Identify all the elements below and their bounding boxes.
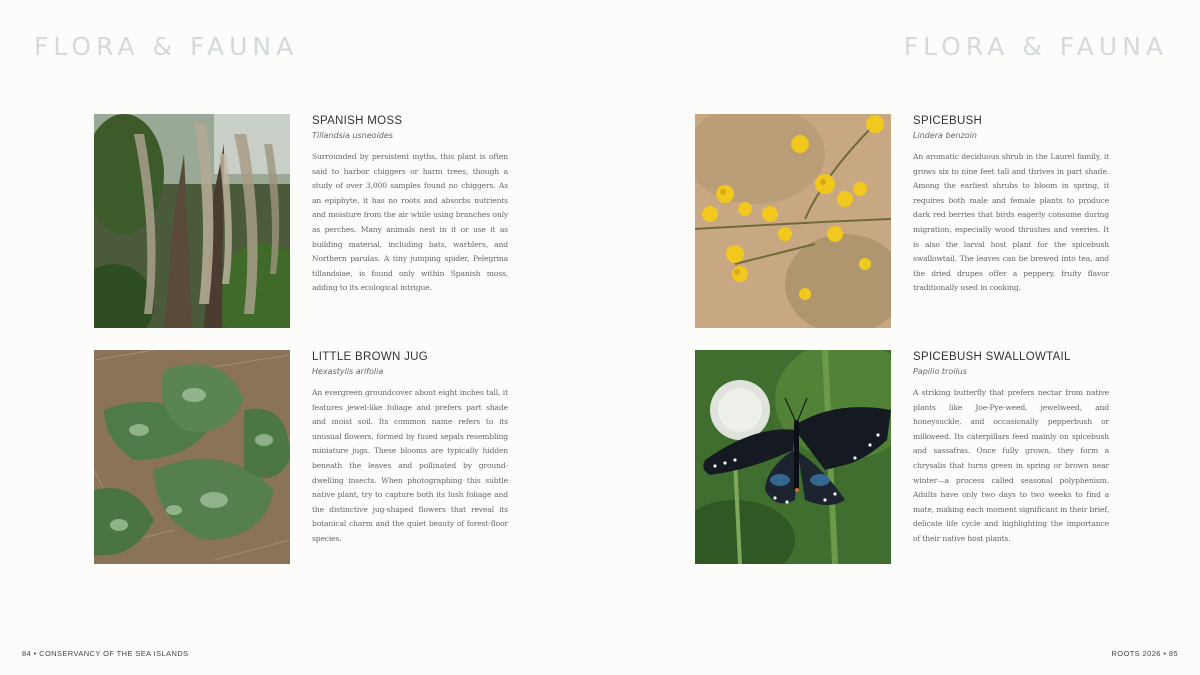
entry-title: SPANISH MOSS [312, 115, 403, 127]
spanish-moss-photo [94, 114, 290, 328]
entry-spanish-moss [94, 114, 510, 329]
entry-description: Surrounded by persistent myths, this plant is often said to harbor chiggers or harm trees, though a study of over 3,000 samples found no chiggers. As an epiphyte, it has no roots and absorbs nutrients and moisture from the air while using branches only as perches. Many animals nest in it or use it as building material, including bats, warblers, and Northern parulas. A tiny jumping spider, Pelegrina tillandsiae, is found only within Spanish moss, adding to its ecological intrigue. [312, 152, 508, 293]
little-brown-jug-photo [94, 350, 290, 564]
page-title-right: FLORA & FAUNA [903, 32, 1168, 61]
folio-left: 84 • CONSERVANCY OF THE SEA ISLANDS [22, 649, 189, 658]
entry-title: SPICEBUSH [913, 115, 983, 127]
entry-description: An evergreen groundcover about eight inches tall, it features jewel-like foliage and prefers part shade and moist soil. Its common name refers to its unusual flowers, formed by fused sepals resembling miniature jugs. These blooms are typically hidden beneath the leaves and pollinated by ground-dwelling insects. When photographing this subtle native plant, try to capture both its lush foliage and the distinctive jug-shaped flowers that reveal its botanical charm and the quiet beauty of forest-floor species. [312, 388, 508, 543]
scientific-name: Papilio troilus [913, 367, 967, 376]
page-title-left: FLORA & FAUNA [34, 32, 299, 61]
scientific-name: Tillandsia usneoides [312, 131, 393, 140]
scientific-name: Hexastylis arifolia [312, 367, 384, 376]
entry-spicebush-swallowtail [695, 350, 1111, 565]
entry-description: An aromatic deciduous shrub in the Laurel family, it grows six to nine feet tall and thrives in part shade. Among the earliest shrubs to bloom in spring, it requires both male and female plants to produce dark red berries that birds eagerly consume during migration, especially wood thrushes and veeries. It is also the larval host plant for the spicebush swallowtail. The leaves can be brewed into tea, and the dried drupes offer a peppery, fruity flavor traditionally used in cooking. [913, 152, 1109, 293]
spicebush-photo [695, 114, 891, 328]
entry-spicebush [695, 114, 1111, 329]
entry-title: SPICEBUSH SWALLOWTAIL [913, 351, 1071, 363]
entry-description: A striking butterfly that prefers nectar from native plants like Joe-Pye-weed, jewelweed, and honeysuckle, and occasionally pepperbush or milkweed. Its caterpillars feed mainly on spicebush and sassafras. Once fully grown, they form a chrysalis that turns green in spring or brown near winter—a process called seasonal polyphenism. Adults have only two days to two weeks to find a mate, making each moment significant in their brief, delicate life cycle and highlighting the importance of their native host plants. [913, 388, 1109, 543]
folio-right: ROOTS 2026 • 85 [1111, 649, 1178, 658]
entry-little-brown-jug [94, 350, 510, 565]
scientific-name: Lindera benzoin [913, 131, 977, 140]
entry-title: LITTLE BROWN JUG [312, 351, 428, 363]
spicebush-swallowtail-photo [695, 350, 891, 564]
